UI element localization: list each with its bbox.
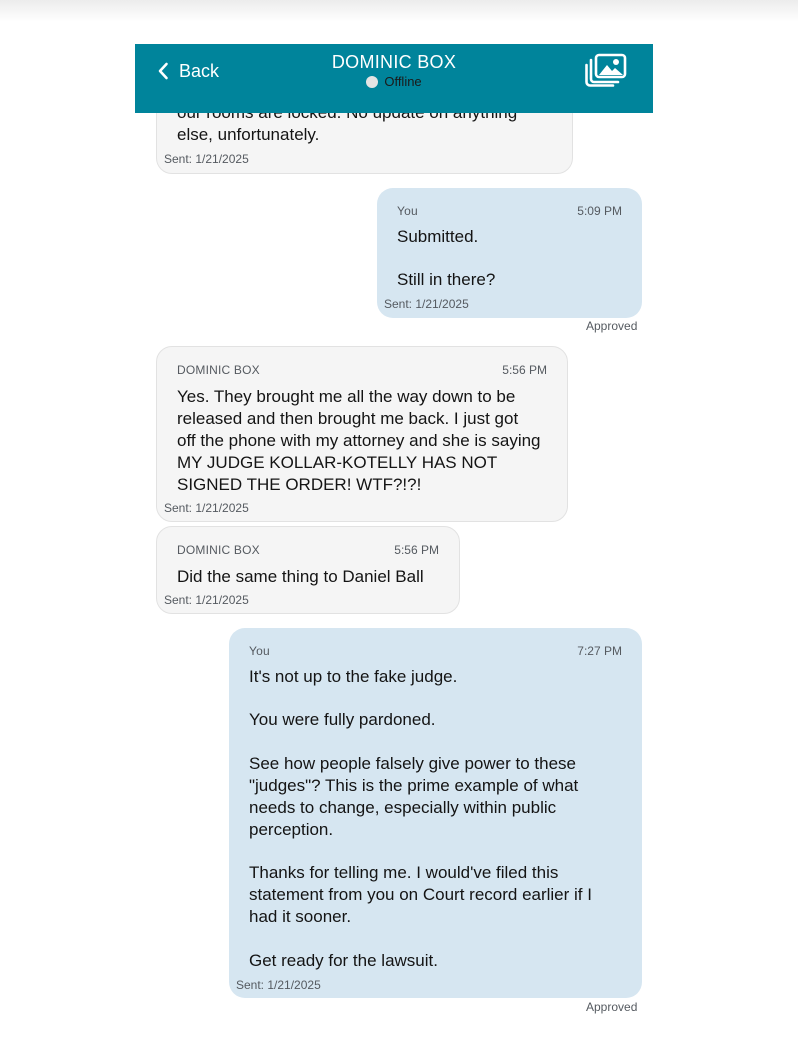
approval-status: Approved <box>586 1000 638 1014</box>
message-bubble-incoming[interactable] <box>156 526 460 614</box>
sent-date: Sent: 1/21/2025 <box>164 152 249 166</box>
sent-date: Sent: 1/21/2025 <box>236 978 321 992</box>
message-time: 7:27 PM <box>577 644 622 658</box>
message-text: Did the same thing to Daniel Ball <box>177 567 424 586</box>
contact-status <box>135 74 653 89</box>
status-bar-shade <box>0 0 798 22</box>
message-sender: You <box>249 644 270 658</box>
status-label: Offline <box>384 74 422 89</box>
status-dot <box>366 76 378 88</box>
message-time: 5:56 PM <box>502 363 547 377</box>
contact-name: DOMINIC BOX <box>331 52 457 72</box>
photo-gallery-icon[interactable] <box>585 53 627 87</box>
message-sender: DOMINIC BOX <box>177 543 260 557</box>
message-text: else, unfortunately. <box>177 125 320 144</box>
message-bubble-outgoing[interactable] <box>377 188 642 318</box>
chat-header <box>135 44 653 113</box>
approval-status: Approved <box>586 319 638 333</box>
sent-date: Sent: 1/21/2025 <box>384 297 469 311</box>
back-label: Back <box>179 60 220 81</box>
message-bubble-incoming[interactable] <box>156 346 568 522</box>
sent-date: Sent: 1/21/2025 <box>164 501 249 515</box>
message-text: It's not up to the fake judge. You were fully pardoned. See how people falsely give power to these "judges"? This is the prime example of what needs to change, especially within public perception. Thanks for telling me. I would've filed this statement from you on Court record earlier if I had it sooner. Get ready for the lawsuit. <box>249 667 592 970</box>
message-text: Yes. They brought me all the way down to be released and then brought me back. I just got off the phone with my attorney and she is saying MY JUDGE KOLLAR-KOTELLY HAS NOT SIGNED THE ORDER! WTF?!?! <box>177 387 541 494</box>
message-time: 5:56 PM <box>394 543 439 557</box>
message-sender: DOMINIC BOX <box>177 363 260 377</box>
sent-date: Sent: 1/21/2025 <box>164 593 249 607</box>
message-sender: You <box>397 204 418 218</box>
message-text: Submitted. Still in there? <box>397 227 496 289</box>
message-bubble-outgoing[interactable] <box>229 628 642 998</box>
message-time: 5:09 PM <box>577 204 622 218</box>
